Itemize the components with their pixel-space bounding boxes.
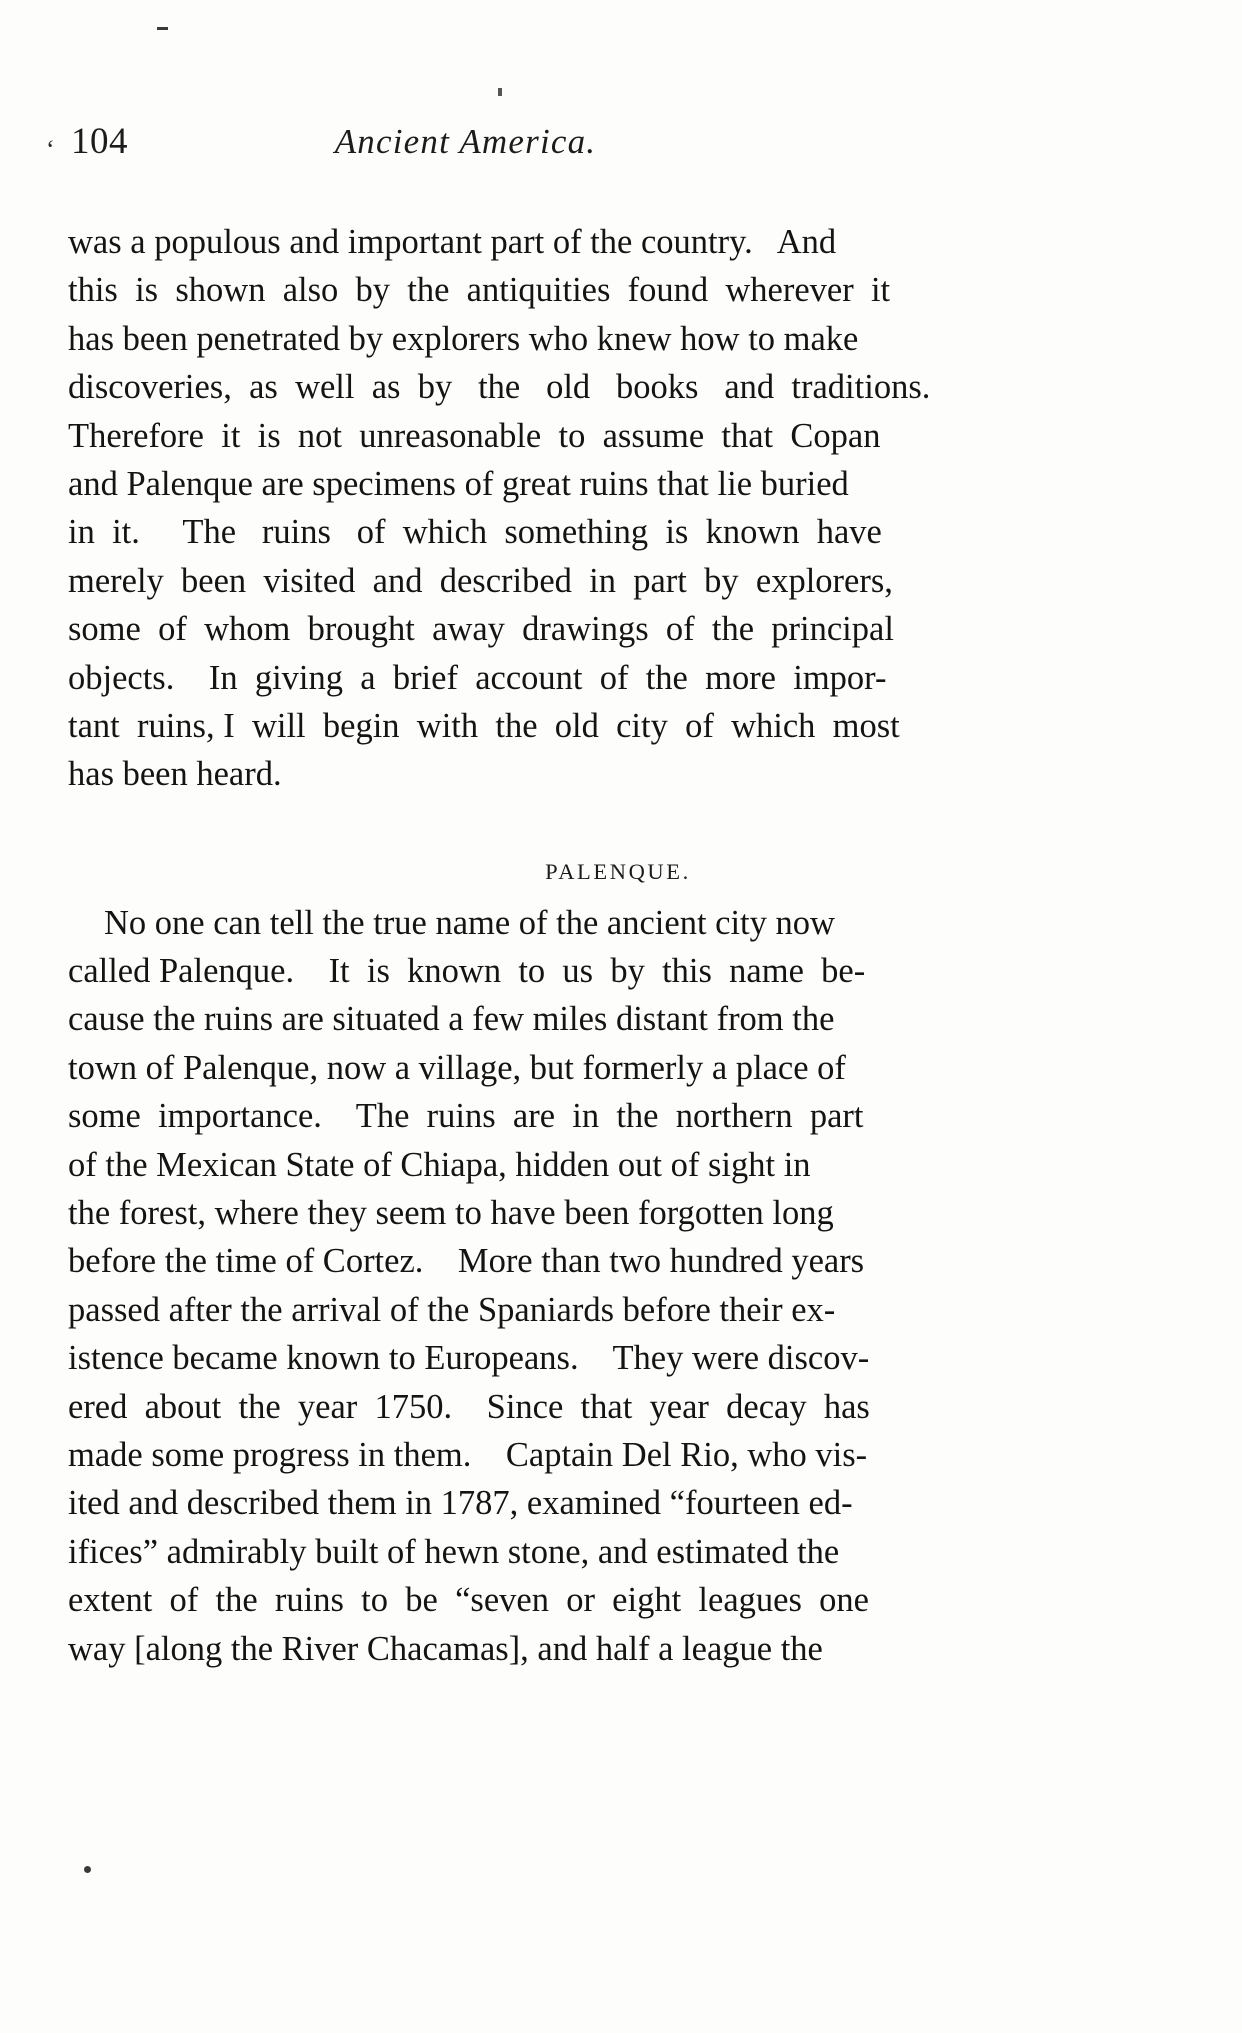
paragraph-palenque (68, 899, 1168, 1673)
section-heading: PALENQUE. (545, 858, 691, 884)
text-line: in it. The ruins of which something is known have (68, 513, 882, 552)
text-line: some importance. The ruins are in the northern part (68, 1097, 864, 1136)
text-line: Therefore it is not unreasonable to assume that Copan (68, 416, 881, 455)
page-content (46, 120, 1168, 1673)
text-line: was a populous and important part of the country. And (68, 223, 837, 261)
text-line: extent of the ruins to be “seven or eight leagues one (68, 1581, 869, 1620)
text-line: called Palenque. It is known to us by this name be- (68, 952, 866, 991)
text-line: istence became known to Europeans. They were discov- (68, 1339, 870, 1378)
text-line: No one can tell the true name of the ancient city now (104, 903, 835, 942)
page-speck-top-center (498, 88, 502, 96)
text-line: objects. In giving a brief account of the more impor- (68, 658, 887, 697)
text-line: passed after the arrival of the Spaniards before their ex- (68, 1290, 836, 1329)
text-line: has been penetrated by explorers who knew how to make (68, 319, 859, 358)
text-line: tant ruins, I will begin with the old city of which most (68, 706, 900, 745)
text-line: before the time of Cortez. More than two hundred years (68, 1242, 865, 1281)
text-line: ited and described them in 1787, examined “fourteen ed- (68, 1484, 853, 1523)
text-line: has been heard. (68, 755, 282, 794)
text-line: made some progress in them. Captain Del Rio, who vis- (68, 1435, 868, 1474)
running-head-title: Ancient America. (334, 122, 597, 161)
running-head (68, 120, 1168, 176)
page-speck-bottom-left (84, 1866, 91, 1873)
page-number: 104 (71, 121, 128, 162)
text-line: some of whom brought away drawings of the principal (68, 610, 894, 649)
line-start-mark: ‘ (46, 135, 55, 164)
text-line: way [along the River Chacamas], and half a league the (68, 1629, 823, 1668)
page-speck-top-left (157, 27, 168, 30)
text-line: of the Mexican State of Chiapa, hidden out of sight in (68, 1145, 811, 1184)
text-line: this is shown also by the antiquities found wherever it (68, 271, 891, 310)
text-line: ered about the year 1750. Since that year decay has (68, 1387, 870, 1426)
text-line: and Palenque are specimens of great ruins that lie buried (68, 464, 849, 503)
text-line: the forest, where they seem to have been forgotten long (68, 1194, 834, 1233)
text-line: ifices” admirably built of hewn stone, and estimated the (68, 1532, 840, 1571)
text-line: merely been visited and described in part by explorers, (68, 561, 893, 600)
text-line: discoveries, as well as by the old books and traditions. (68, 368, 931, 407)
text-line: town of Palenque, now a village, but formerly a place of (68, 1048, 846, 1087)
text-line: cause the ruins are situated a few miles distant from the (68, 1000, 835, 1039)
